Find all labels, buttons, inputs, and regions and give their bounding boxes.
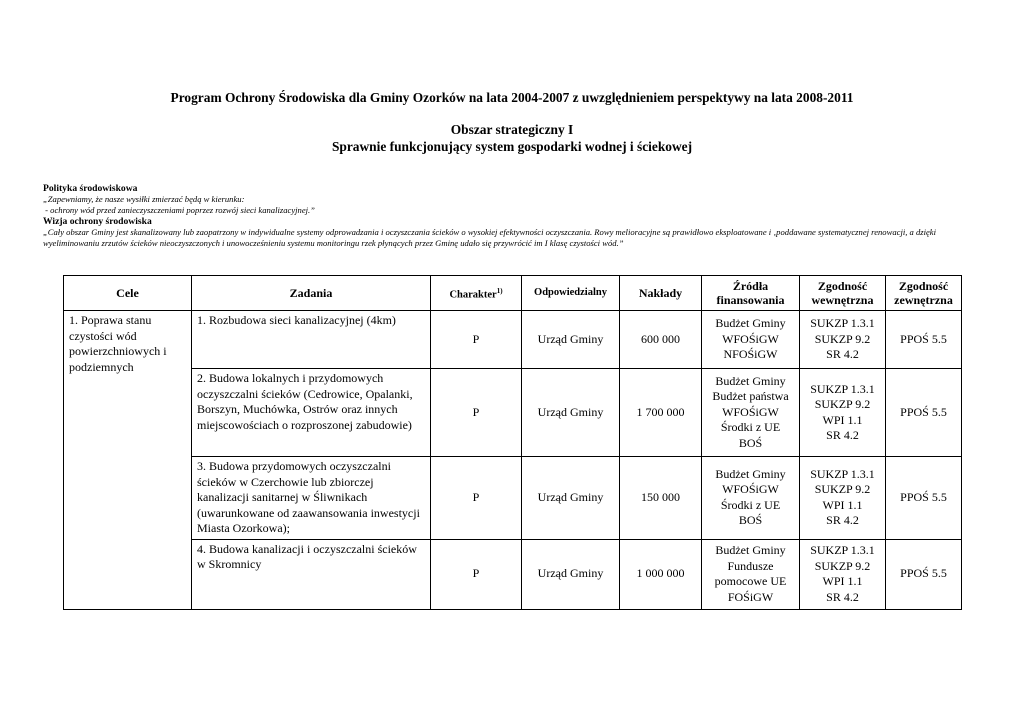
table-row bbox=[64, 311, 962, 369]
table-row bbox=[64, 539, 962, 609]
vision-text: „Cały obszar Gminy jest skanalizowany lub zaopatrzony w indywidualne systemy odprowadzania i oczyszczania ścieków o wysokiej efektywności oczyszczania. Rowy melioracyjne są prawidłowo eksploatowane i ‚poddawane systematycznej renowacji, a dzięki wyeliminowaniu zrzutów ścieków nieoczyszczonych i unowocześnieniu systemu monitoringu rzek płynących przez Gminę udało się przywrócić im I klasę czystości wód.” bbox=[43, 227, 937, 248]
funding-item: Budżet Gminy bbox=[715, 373, 786, 388]
external-compliance-cell: PPOŚ 5.5 bbox=[886, 457, 962, 540]
cost-cell: 600 000 bbox=[620, 311, 702, 369]
document-title: Program Ochrony Środowiska dla Gminy Ozorków na lata 2004-2007 z uwzględnieniem perspektywy na lata 2008-2011 bbox=[170, 90, 854, 105]
responsible-cell: Urząd Gminy bbox=[522, 457, 620, 540]
vision-heading: Wizja ochrony środowiska bbox=[43, 216, 152, 227]
footnote-marker: 1) bbox=[496, 286, 503, 295]
cost-cell: 150 000 bbox=[620, 457, 702, 540]
policy-line-2: - ochrony wód przed zanieczyszczeniami poprzez rozwój sieci kanalizacyjnej.” bbox=[43, 205, 315, 215]
table-header-row bbox=[64, 276, 962, 311]
internal-compliance-cell bbox=[800, 457, 886, 540]
compliance-item: WPI 1.1 bbox=[822, 412, 863, 427]
funding-item: WFOŚiGW bbox=[722, 482, 779, 497]
compliance-item: SR 4.2 bbox=[826, 589, 859, 604]
internal-compliance-cell bbox=[800, 311, 886, 369]
header-zadania: Zadania bbox=[192, 276, 431, 311]
header-charakter bbox=[431, 276, 522, 311]
table-row bbox=[64, 457, 962, 540]
external-compliance-cell: PPOŚ 5.5 bbox=[886, 369, 962, 457]
funding-item: WFOŚiGW bbox=[722, 331, 779, 346]
area-title: Obszar strategiczny I bbox=[450, 122, 574, 137]
funding-cell bbox=[702, 539, 800, 609]
funding-item: Budżet Gminy bbox=[715, 316, 786, 331]
header-zgodnosc-wewnetrzna: Zgodność wewnętrzna bbox=[800, 276, 886, 311]
table-row bbox=[64, 369, 962, 457]
external-compliance-cell: PPOŚ 5.5 bbox=[886, 539, 962, 609]
compliance-item: SUKZP 1.3.1 bbox=[810, 466, 875, 481]
funding-cell bbox=[702, 369, 800, 457]
header-zgodnosc-zewnetrzna: Zgodność zewnętrzna bbox=[886, 276, 962, 311]
funding-item: Fundusze pomocowe UE bbox=[714, 558, 787, 588]
task-cell: 2. Budowa lokalnych i przydomowych oczyszczalni ścieków (Cedrowice, Opalanki, Borszyn, Muchówka, Ostrów oraz innych miejscowościach o rozproszonej zabudowie) bbox=[192, 369, 431, 457]
internal-compliance-cell bbox=[800, 539, 886, 609]
funding-cell bbox=[702, 457, 800, 540]
funding-item: FOŚiGW bbox=[727, 589, 774, 604]
compliance-item: SR 4.2 bbox=[826, 513, 859, 528]
responsible-cell: Urząd Gminy bbox=[522, 311, 620, 369]
funding-item: Środki z UE bbox=[720, 497, 781, 512]
funding-item: BOŚ bbox=[738, 435, 763, 450]
compliance-item: SUKZP 9.2 bbox=[814, 397, 871, 411]
compliance-item: SR 4.2 bbox=[826, 347, 859, 362]
cost-cell: 1 700 000 bbox=[620, 369, 702, 457]
policy-heading: Polityka środowiskowa bbox=[43, 183, 138, 194]
character-cell: P bbox=[431, 369, 522, 457]
policy-section bbox=[43, 183, 983, 249]
compliance-item: SR 4.2 bbox=[826, 428, 859, 442]
compliance-item: SUKZP 1.3.1 bbox=[810, 381, 875, 396]
area-subtitle: Sprawnie funkcjonujący system gospodarki wodnej i ściekowej bbox=[331, 139, 693, 154]
funding-item: NFOŚiGW bbox=[723, 347, 778, 362]
external-compliance-cell: PPOŚ 5.5 bbox=[886, 311, 962, 369]
character-cell: P bbox=[431, 457, 522, 540]
character-cell: P bbox=[431, 311, 522, 369]
internal-compliance-cell bbox=[800, 369, 886, 457]
tasks-table bbox=[63, 275, 962, 610]
task-cell: 1. Rozbudowa sieci kanalizacyjnej (4km) bbox=[192, 311, 431, 369]
funding-item: Środki z UE bbox=[720, 420, 781, 435]
header-naklady: Nakłady bbox=[620, 276, 702, 311]
compliance-item: WPI 1.1 bbox=[822, 574, 863, 588]
responsible-cell: Urząd Gminy bbox=[522, 369, 620, 457]
header-zrodla: Źródła finansowania bbox=[702, 276, 800, 311]
task-cell: 3. Budowa przydomowych oczyszczalni ścieków w Czerchowie lub zbiorczej kanalizacji sanitarnej w Śliwnikach (uwarunkowane od zaawansowania inwestycji Miasta Ozorkowa); bbox=[192, 457, 431, 540]
funding-item: Budżet państwa bbox=[712, 389, 789, 404]
cost-cell: 1 000 000 bbox=[620, 539, 702, 609]
goal-cell: 1. Poprawa stanu czystości wód powierzchniowych i podziemnych bbox=[64, 311, 192, 610]
compliance-item: SUKZP 9.2 bbox=[814, 331, 871, 346]
compliance-item: WPI 1.1 bbox=[822, 497, 863, 512]
compliance-item: SUKZP 1.3.1 bbox=[810, 543, 875, 557]
header-odpowiedzialny: Odpowiedzialny bbox=[522, 276, 620, 311]
funding-item: Budżet Gminy bbox=[715, 543, 786, 557]
strategic-area bbox=[0, 121, 1024, 155]
policy-line-1: „Zapewniamy, że nasze wysiłki zmierzać będą w kierunku: bbox=[43, 194, 245, 204]
funding-item: WFOŚiGW bbox=[722, 404, 779, 419]
header-cele: Cele bbox=[64, 276, 192, 311]
header-charakter-label: Charakter bbox=[449, 289, 497, 301]
responsible-cell: Urząd Gminy bbox=[522, 539, 620, 609]
funding-item: Budżet Gminy bbox=[715, 466, 786, 481]
compliance-item: SUKZP 1.3.1 bbox=[810, 316, 875, 331]
task-cell: 4. Budowa kanalizacji i oczyszczalni ścieków w Skromnicy bbox=[192, 539, 431, 609]
character-cell: P bbox=[431, 539, 522, 609]
funding-item: BOŚ bbox=[738, 513, 763, 528]
funding-cell bbox=[702, 311, 800, 369]
compliance-item: SUKZP 9.2 bbox=[814, 482, 871, 497]
compliance-item: SUKZP 9.2 bbox=[814, 558, 871, 573]
